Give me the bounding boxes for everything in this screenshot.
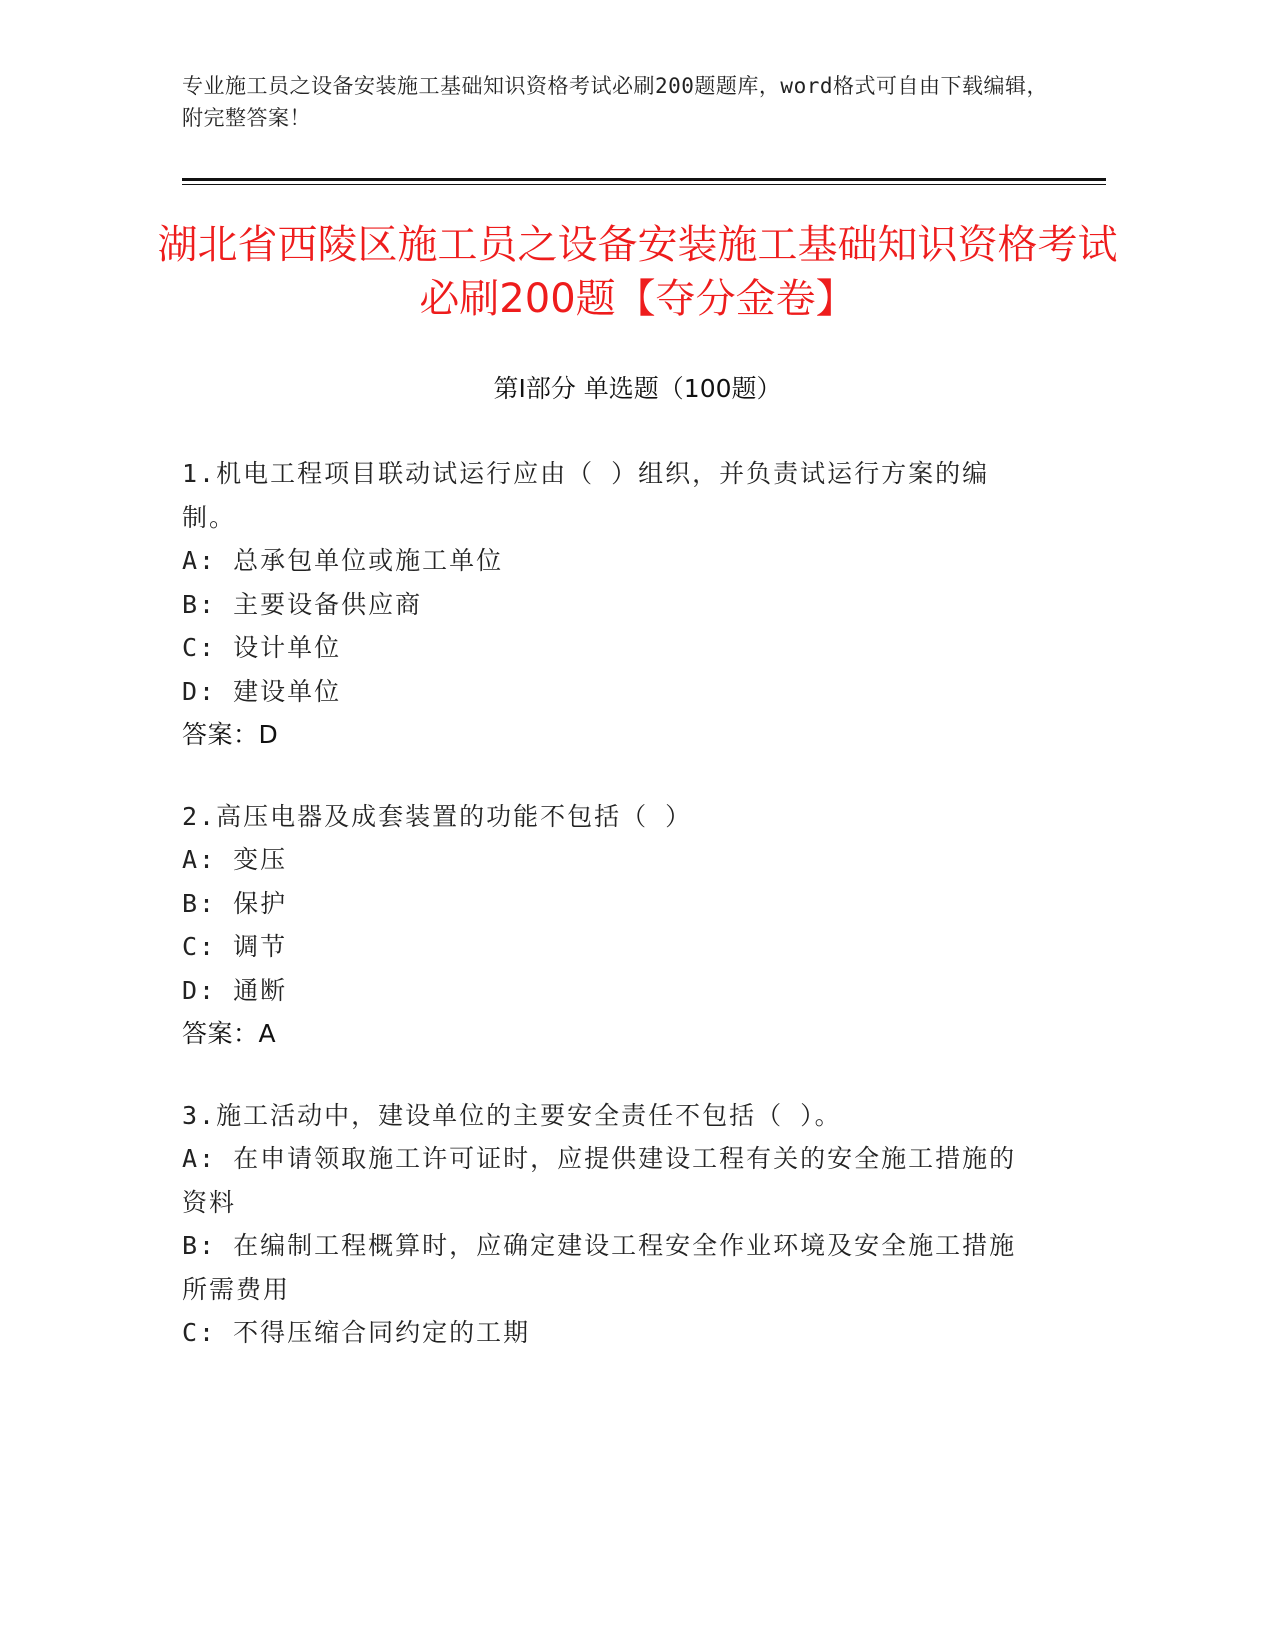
question-stem: 2.高压电器及成套装置的功能不包括（ ）	[182, 801, 693, 831]
option-c: C: 不得压缩合同约定的工期	[182, 1318, 531, 1347]
question-2	[182, 795, 1042, 1056]
option-a: A: 在申请领取施工许可证时，应提供建设工程有关的安全施工措施的资料	[182, 1144, 1017, 1217]
option-b: B: 保护	[182, 888, 288, 918]
header-divider-thick	[182, 178, 1106, 181]
option-b: B: 在编制工程概算时，应确定建设工程安全作业环境及安全施工措施所需费用	[182, 1231, 1017, 1304]
document-title: 湖北省西陵区施工员之设备安装施工基础知识资格考试必刷200题【夺分金卷】	[157, 222, 1118, 322]
option-b: B: 主要设备供应商	[182, 589, 423, 619]
question-stem: 1.机电工程项目联动试运行应由（ ）组织，并负责试运行方案的编制。	[182, 459, 990, 532]
question-stem: 3.施工活动中，建设单位的主要安全责任不包括（ ）。	[182, 1100, 842, 1130]
option-a: A: 总承包单位或施工单位	[182, 546, 504, 575]
option-c: C: 调节	[182, 932, 288, 961]
question-3	[182, 1094, 1042, 1355]
answer: 答案：D	[182, 720, 279, 749]
question-list	[182, 452, 1042, 1393]
header-note: 专业施工员之设备安装施工基础知识资格考试必刷200题题库，word格式可自由下载编辑，附完整答案！	[182, 74, 1048, 130]
header-divider-thin	[182, 184, 1106, 185]
question-1	[182, 452, 1042, 757]
section-title: 第Ⅰ部分 单选题（100题）	[493, 374, 782, 403]
answer: 答案：A	[182, 1019, 277, 1048]
option-d: D: 通断	[182, 975, 288, 1005]
option-c: C: 设计单位	[182, 633, 342, 662]
option-a: A: 变压	[182, 845, 288, 874]
option-d: D: 建设单位	[182, 676, 342, 706]
